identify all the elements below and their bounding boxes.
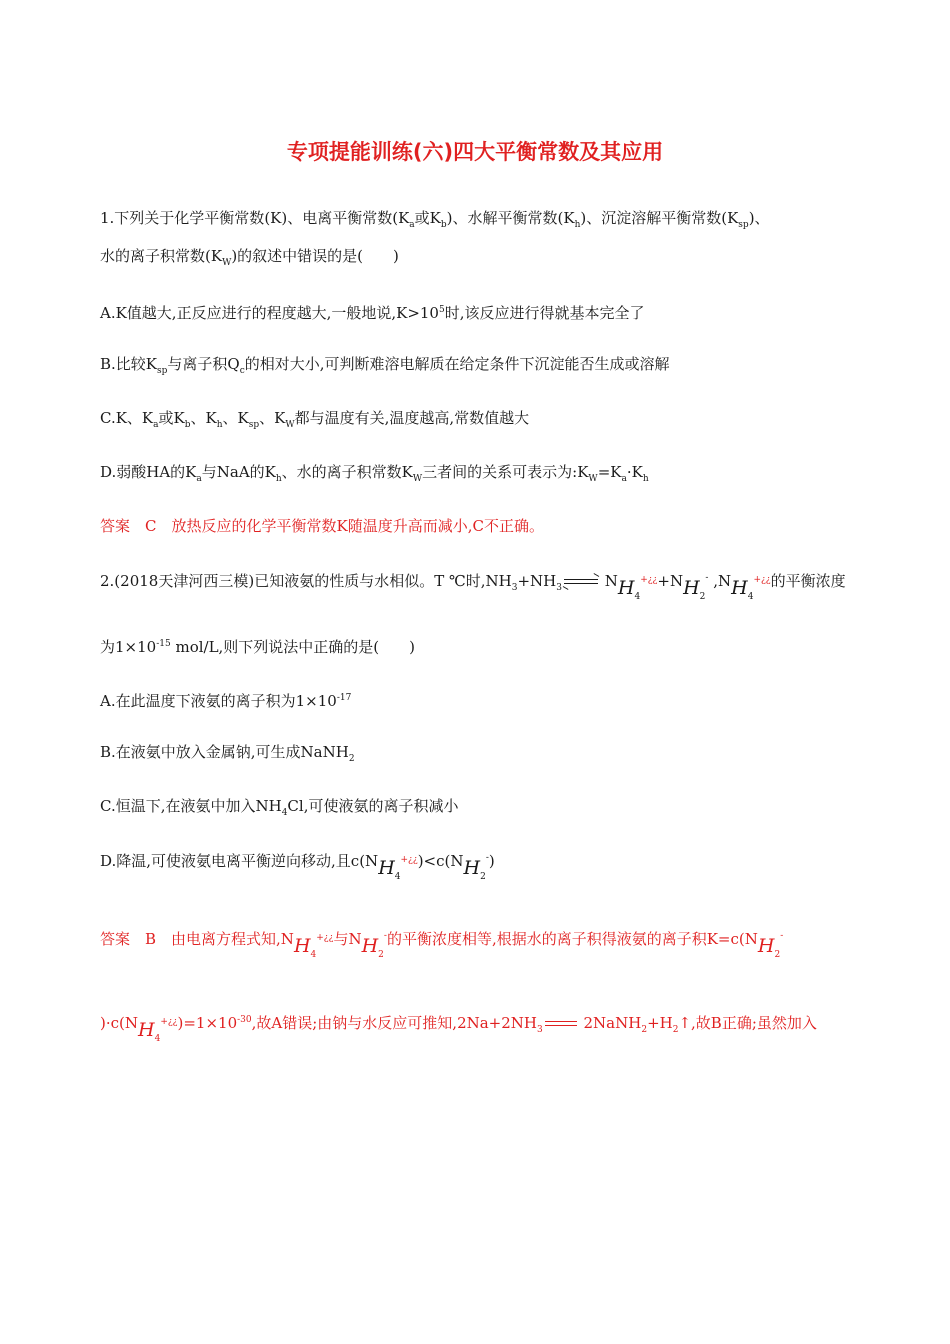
ammonium-ion: $H_4^{+¿¿}$ [293,933,334,960]
ammonium-ion: $H_4^{+¿¿}$ [378,855,418,882]
reaction-arrow-icon [545,1020,577,1028]
amide-ion: $H_2^-$ [757,931,784,960]
q1-option-c: C.K、$K_a$或$K_b$、$K_h$、$K_{sp}$、$K_W$都与温度有关,温度越高,常数值越大 [100,409,530,430]
q1-option-a: A.K值越大,正反应进行的程度越大,一般地说$,K>10^5$时,该反应进行得就基本完全了 [100,304,645,322]
q2-option-b: B.在液氨中放入金属钠,可生成NaNH$_2$ [100,743,355,764]
page-title: 专项提能训练(六)四大平衡常数及其应用 [286,140,664,164]
q2-stem-line1: 2.(2018天津河西三模)已知液氨的性质与水相似。T ℃时$,NH_3+NH_3$ $NH_4^{+¿¿}+NH_2^-$ $,NH_4^{+¿¿}$的平衡浓度 [100,572,846,602]
q2-answer-line2: )$\cdot c(NH_4^{+¿¿})=1\times 10^{-30}$,故A错误;由钠与水反应可推知$,2Na+2NH_3$ $2NaNH_2+H_2↑$,故B正确;虽然加入 [100,1014,817,1044]
amide-ion: $H_2^-$ [463,853,489,882]
ammonium-ion: $H_4^{+¿¿}$ [617,575,658,602]
q2-stem-line2: 为$1\times 10^{-15}$ mol/L,则下列说法中正确的是( ) [100,638,416,656]
q1-answer: 答案 C 放热反应的化学平衡常数K随温度升高而减小,C不正确。 [100,517,544,535]
equilibrium-arrow-icon [564,577,598,587]
q2-option-d: D.降温,可使液氨电离平衡逆向移动,且$c(NH_4^{+¿¿})<c(NH_2^-)$ [100,852,495,882]
ammonium-ion: $H_4^{+¿¿}$ [731,575,771,602]
q1-option-b: B.比较$K_{sp}$与离子积$Q_c$的相对大小,可判断难溶电解质在给定条件下沉淀能否生成或溶解 [100,355,670,376]
q2-option-a: A.在此温度下液氨的离子积为$1\times 10^{-17}$ [100,692,352,710]
amide-ion: $H_2^-$ [683,573,709,602]
q2-answer-line1: 答案 B 由电离方程式知$,NH_4^{+¿¿}$与$NH_2^-$的平衡浓度相等,根据水的离子积得液氨的离子积$K=c(NH_2^-$ [100,930,784,960]
q1-option-d: D.弱酸HA的$K_a$与NaA的$K_h$、水的离子积常数$K_W$三者间的关系可表示为$:K_W=K_a\cdot K_h$ [100,463,649,484]
amide-ion: $H_2^-$ [361,931,387,960]
ammonium-ion: $H_4^{+¿¿}$ [138,1017,178,1044]
q2-option-c: C.恒温下,在液氨中加入$NH_4Cl$,可使液氨的离子积减小 [100,797,459,818]
q1-stem-line1: 1.下列关于化学平衡常数(K)、电离平衡常数($K_a$或$K_b$)、水解平衡常数$(K_h)$、沉淀溶解平衡常数$(K_{sp})$、 [100,209,770,230]
q1-stem-line2: 水的离子积常数$(K_W)$的叙述中错误的是( ) [100,247,399,268]
